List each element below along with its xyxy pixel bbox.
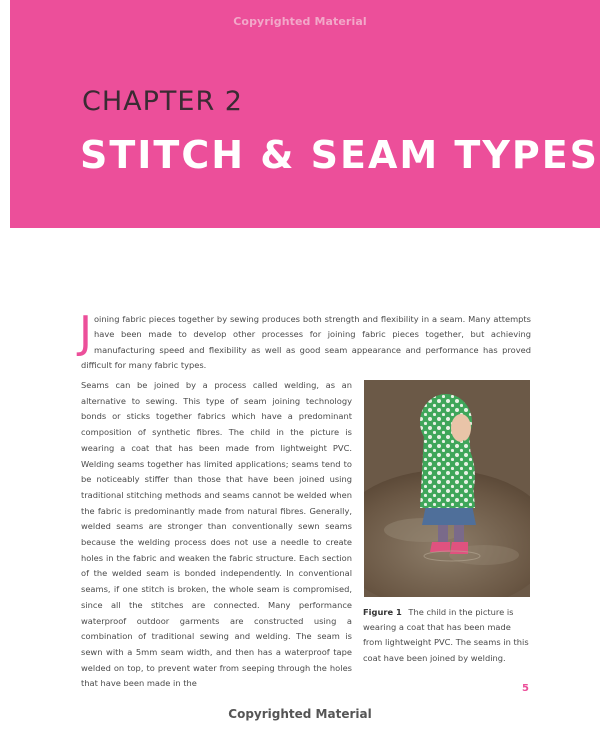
watermark-bottom: Copyrighted Material [228, 707, 372, 721]
figure-label: Figure 1 [363, 607, 402, 617]
chapter-number: CHAPTER 2 [82, 86, 243, 117]
drop-cap: J [79, 307, 92, 358]
figure-caption-text: The child in the picture is wearing a coat that has been made from lightweight PVC. The seams in this coat have been joined by welding. [363, 607, 529, 663]
chapter-title: STITCH & SEAM TYPES [80, 133, 600, 177]
intro-text: oining fabric pieces together by sewing produces both strength and flexibility in a seam. Many attempts have been made to develop other processes for joining fabric pieces together, but achieving manufacturing speed and flexibility as well as good seam appearance and performance has proved difficult for many fabric types. [81, 314, 531, 371]
figure-photo [364, 380, 530, 597]
watermark-top: Copyrighted Material [233, 15, 367, 28]
page-number: 5 [522, 683, 529, 694]
figure-caption [363, 605, 531, 666]
intro-paragraph [79, 307, 531, 374]
body-paragraph: Seams can be joined by a process called welding, as an alternative to sewing. This type of seam joining technology bonds or sticks together fabrics which have a predominant composition of synthetic fibres. The child in the picture is wearing a coat that has been made from lightweight PVC. Welding seams together has limited applications; seams tend to be noticeably stiffer than those that have been joined using traditional stitching methods and seams cannot be welded when the fabric is predominantly made from natural fibres. Generally, welded seams are stronger than conventionally sewn seams because the welding process does not use a needle to create holes in the fabric and weaken the fabric structure. Each section of the welded seam is bonded independently. In conventional seams, if one stitch is broken, the whole seam is compromised, since all the stitches are connected. Many performance waterproof outdoor garments are constructed using a combination of traditional sewing and welding. The seam is sewn with a 5mm seam width, and then has a waterproof tape welded on top, to prevent water from seeping through the holes that have been made in the [81, 380, 352, 689]
